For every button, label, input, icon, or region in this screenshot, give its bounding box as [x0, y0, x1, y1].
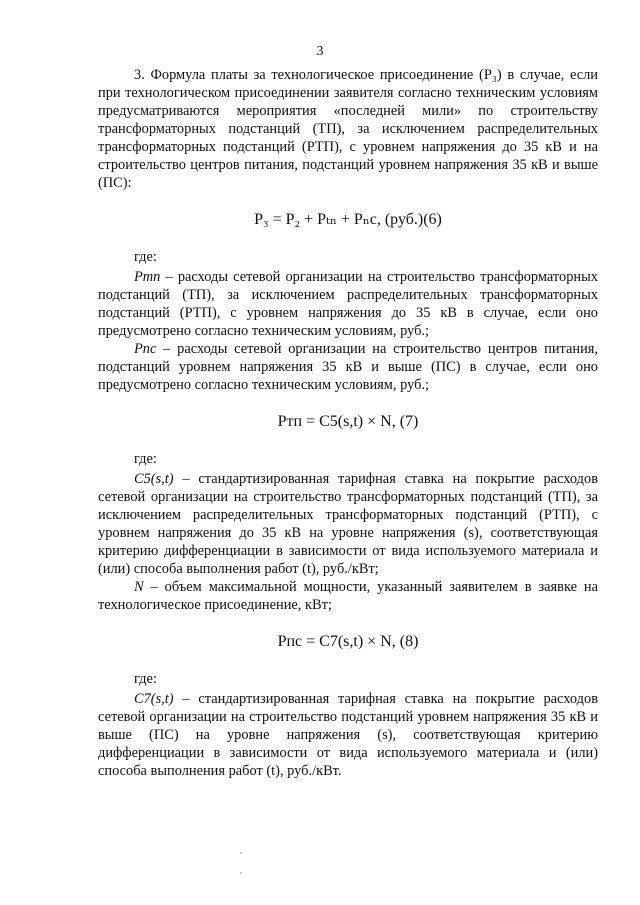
definition-c5	[98, 470, 598, 578]
definition-pps	[98, 340, 598, 394]
page-number: 3	[316, 44, 324, 59]
where-label: где:	[134, 671, 157, 687]
formula-8-text: Pпс = C7(s,t) × N, (8)	[277, 633, 419, 650]
symbol-c5: C5(s,t)	[134, 471, 174, 487]
scan-speck	[240, 852, 242, 854]
definition-ptp	[98, 268, 598, 340]
formula-6	[98, 209, 598, 231]
scan-speck	[240, 872, 242, 874]
symbol-ptp: Pтп	[134, 269, 161, 285]
definition-ptp-text: – расходы сетевой организации на строительство трансформаторных подстанций (ТП), за исключением распределительных трансформаторных подстанций (РТП), с уровнем напряжения до 35 кВ в случае, если оно предусмотрено согласно техническим условиям, руб.;	[98, 269, 598, 339]
definition-c7-text: – стандартизированная тарифная ставка на покрытие расходов сетевой организации на строительство подстанций уровнем напряжения 35 кВ и выше (ПС) на уровне напряжения (s), соответствующая критерию дифференциации в зависимости от вида используемого материала и (или) способа выполнения работ (t), руб./кВт.	[98, 691, 598, 779]
definition-n-text: – объем максимальной мощности, указанный заявителем в заявке на технологическое присоединение, кВт;	[98, 579, 598, 613]
definition-n	[98, 578, 598, 614]
formula-8	[98, 631, 598, 653]
formula-7	[98, 411, 598, 433]
where-label: где:	[134, 249, 157, 265]
intro-paragraph: 3. Формула платы за технологическое присоединение (P₃) в случае, если при технологическом присоединении заявителя согласно техническим условиям предусматриваются мероприятия «последней мили» по строительству трансформаторных подстанций (ТП), за исключением распределительных трансформаторных подстанций (РТП), с уровнем напряжения до 35 кВ и на строительство центров питания, подстанций уровнем напряжения 35 кВ и выше (ПС):	[98, 67, 598, 191]
definition-c5-text: – стандартизированная тарифная ставка на покрытие расходов сетевой организации на строительство трансформаторных подстанций (ТП), за исключением распределительных трансформаторных подстанций (РТП), с уровнем напряжения до 35 кВ на уровне напряжения (s), соответствующая критерию дифференциации в зависимости от вида используемого материала и (или) способа выполнения работ (t), руб./кВт;	[98, 471, 598, 577]
where-label: где:	[134, 451, 157, 467]
symbol-n: N	[134, 579, 144, 595]
symbol-c7: C7(s,t)	[134, 691, 174, 707]
document-body	[98, 66, 598, 780]
formula-7-text: Pтп = C5(s,t) × N, (7)	[277, 413, 419, 430]
definition-c7	[98, 690, 598, 780]
formula-6-text: P₃ = P₂ + Pₜₙ + Pₙc, (руб.)(6)	[254, 211, 442, 228]
definition-pps-text: – расходы сетевой организации на строительство центров питания, подстанций уровнем напряжения 35 кВ и выше (ПС) в случае, если оно предусмотрено согласно техническим условиям, руб.;	[98, 341, 598, 393]
symbol-pps: Pпс	[134, 341, 157, 357]
